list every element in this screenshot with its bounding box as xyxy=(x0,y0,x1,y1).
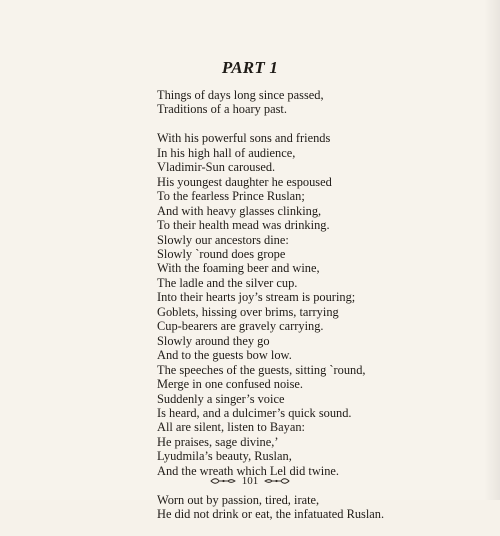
poem-line: Vladimir-Sun caroused. xyxy=(157,160,276,175)
poem-line: And with heavy glasses clinking, xyxy=(157,203,322,218)
page-number: 101 xyxy=(241,475,259,487)
poem-line: With his powerful sons and friends xyxy=(157,131,331,146)
scroll-ornament-icon xyxy=(210,477,236,485)
poem-line: Is heard, and a dulcimer’s quick sound. xyxy=(157,405,352,420)
poem-line: In his high hall of audience, xyxy=(157,145,296,160)
poem-line: Merge in one confused noise. xyxy=(157,377,304,392)
poem-line: And the wreath which Lel did twine. xyxy=(157,463,340,478)
page-footer xyxy=(0,475,500,487)
poem-line: With the foaming beer and wine, xyxy=(157,261,320,276)
poem-line: Slowly our ancestors dine: xyxy=(157,232,289,247)
poem-body xyxy=(157,88,487,536)
poem-line: Slowly `round does grope xyxy=(157,246,286,261)
poem-line: To their health mead was drinking. xyxy=(157,218,330,233)
poem-line: Things of days long since passed, xyxy=(157,88,324,102)
poem-line: Suddenly a singer’s voice xyxy=(157,391,285,406)
stanza-3 xyxy=(157,493,487,522)
poem-line: To the fearless Prince Ruslan; xyxy=(157,189,305,204)
poem-line: Slowly around they go xyxy=(157,333,270,348)
scroll-ornament-icon xyxy=(264,477,290,485)
poem-line: Traditions of a hoary past. xyxy=(157,102,287,117)
poem-line: Lyudmila’s beauty, Ruslan, xyxy=(157,449,292,464)
poem-line: The ladle and the silver cup. xyxy=(157,275,298,290)
poem-line: He praises, sage divine,’ xyxy=(157,434,279,449)
poem-line: His youngest daughter he espoused xyxy=(157,174,332,189)
stanza-1 xyxy=(157,88,487,117)
poem-line: All are silent, listen to Bayan: xyxy=(157,420,305,435)
poem-line: Into their hearts joy’s stream is pouring; xyxy=(157,290,356,305)
section-title: PART 1 xyxy=(221,58,279,77)
poem-line: The speeches of the guests, sitting `round, xyxy=(157,362,366,377)
stanza-2 xyxy=(157,131,487,478)
poem-line: And to the guests bow low. xyxy=(157,348,292,363)
poem-line: Goblets, hissing over brims, tarrying xyxy=(157,304,339,319)
poem-line: He did not drink or eat, the infatuated Ruslan. xyxy=(157,507,385,522)
poem-line: Worn out by passion, tired, irate, xyxy=(157,492,320,507)
poem-line: Cup-bearers are gravely carrying. xyxy=(157,319,324,334)
